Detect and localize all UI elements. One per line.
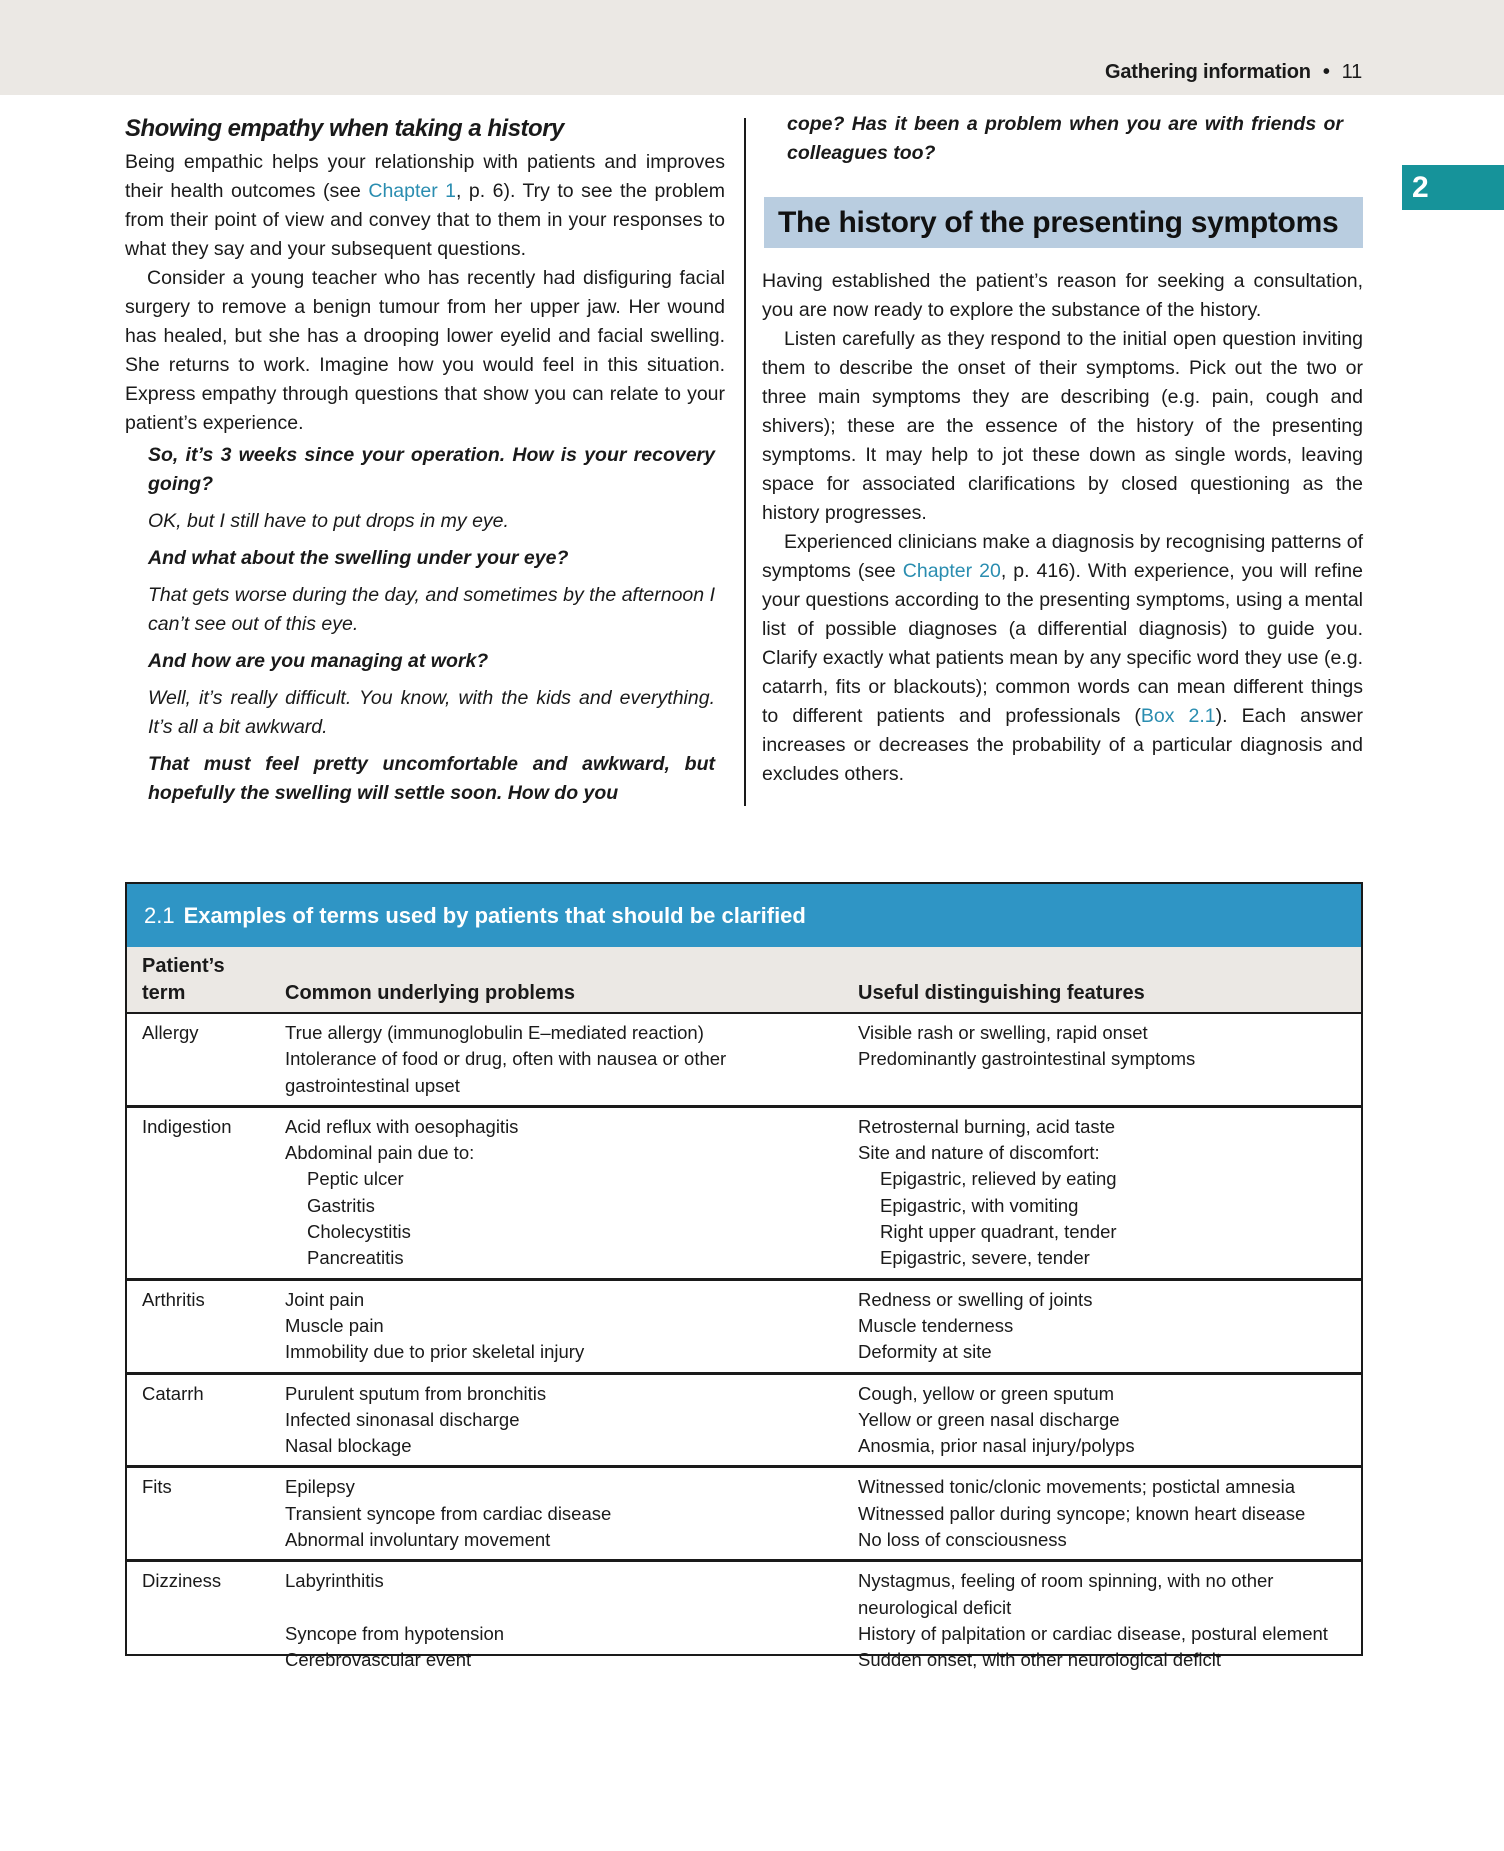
cell-distinguishing-feature: Sudden onset, with other neurological deficit (858, 1649, 1222, 1671)
cell-underlying-problem: Intolerance of food or drug, often with nausea or other gastrointestinal upset (285, 1048, 727, 1096)
table-row (127, 1562, 1361, 1679)
cell-underlying-problem: Acid reflux with oesophagitis (285, 1115, 519, 1137)
column-header-term (142, 953, 225, 1007)
row-line (285, 1166, 1361, 1192)
cell-underlying-problem: Abnormal involuntary movement (285, 1529, 551, 1551)
chapter-tab (1402, 165, 1504, 210)
running-header (1105, 61, 1362, 84)
row-line (285, 1474, 1361, 1500)
row-lines (127, 1287, 1361, 1366)
row-line (285, 1193, 1361, 1219)
column-header-problems: Common underlying problems (285, 982, 576, 1004)
text: Experienced clinicians make a diagnosis by recognising patterns of symptoms (see (762, 531, 1363, 582)
table-row (127, 1375, 1361, 1469)
dialogue-continued (762, 110, 1363, 168)
paragraph-experienced-clinicians (762, 528, 1363, 789)
cell-underlying-problem: Gastritis (307, 1194, 375, 1216)
cell-underlying-problem: Purulent sputum from bronchitis (285, 1382, 547, 1404)
link-box-2-1[interactable]: Box 2.1 (1140, 705, 1216, 727)
cell-distinguishing-feature: Epigastric, with vomiting (880, 1194, 1079, 1216)
cell-underlying-problem: Infected sinonasal discharge (285, 1408, 520, 1430)
box-2-1-table (125, 882, 1363, 1671)
dialogue-doctor-line: cope? Has it been a problem when you are with friends or colleagues too? (787, 113, 1343, 164)
cell-underlying-problem: Nasal blockage (285, 1435, 412, 1457)
text: Patient’s (142, 955, 225, 977)
paragraph-teacher-example: Consider a young teacher who has recently had disfiguring facial surgery to remove a benign tumour from her upper jaw. Her wound has healed, but she has a drooping lower eyelid and facial swelling. She returns to work. Imagine how you would feel in this situation. Express empathy through questions that show you can relate to your patient’s experience. (125, 267, 725, 434)
cell-patient-term: Indigestion (142, 1115, 232, 1137)
text: , p. 6). Try to see the problem from their point of view and convey that to them in your responses to what they say and your subsequent questions. (125, 180, 726, 260)
dialogue-patient-line: That gets worse during the day, and sometimes by the afternoon I can’t see out of this eye. (148, 584, 715, 635)
cell-patient-term: Catarrh (142, 1382, 204, 1404)
text: , p. 416). With experience, you will refine your questions according to the presenting symptoms, using a mental list of possible diagnoses (a differential diagnosis) to guide you. Clarify exactly what patients mean by any specific word they use (e.g. catarrh, fits or blackouts); common words can mean different things to different patients and professionals ( (762, 560, 1363, 727)
chapter-tab-label: 2 (1412, 171, 1429, 204)
cell-distinguishing-feature: Nystagmus, feeling of room spinning, with no other neurological deficit (858, 1570, 1274, 1618)
cell-distinguishing-feature: Muscle tenderness (858, 1314, 1014, 1336)
row-line (285, 1381, 1361, 1407)
dialogue-patient-line: Well, it’s really difficult. You know, with the kids and everything. It’s all a bit awkward. (148, 687, 715, 738)
cell-underlying-problem: True allergy (immunoglobulin E–mediated reaction) (285, 1022, 704, 1043)
table-body (127, 1014, 1361, 1680)
table-column-headers (127, 947, 1361, 1014)
text: ). Each answer increases or decreases the probability of a particular diagnosis and excludes others. (762, 705, 1363, 785)
cell-underlying-problem: Epilepsy (285, 1476, 355, 1498)
cell-underlying-problem: Peptic ulcer (307, 1168, 404, 1190)
table-row (127, 1108, 1361, 1281)
row-lines (127, 1474, 1361, 1553)
link-chapter-1[interactable]: Chapter 1 (368, 180, 457, 202)
running-header-bullet: • (1322, 61, 1330, 83)
dialogue-example (125, 441, 725, 808)
cell-patient-term: Allergy (142, 1022, 199, 1043)
running-header-section: Gathering information (1105, 61, 1311, 83)
row-line (285, 1114, 1361, 1140)
cell-distinguishing-feature: Epigastric, severe, tender (880, 1247, 1090, 1269)
cell-distinguishing-feature: Predominantly gastrointestinal symptoms (858, 1048, 1196, 1070)
row-line (285, 1046, 1361, 1099)
column-header-features: Useful distinguishing features (858, 982, 1145, 1004)
row-line (285, 1527, 1361, 1553)
subheading-empathy: Showing empathy when taking a history (125, 115, 564, 142)
row-line (285, 1501, 1361, 1527)
page-number: 11 (1341, 61, 1362, 83)
row-lines (127, 1568, 1361, 1673)
cell-underlying-problem: Muscle pain (285, 1314, 384, 1336)
cell-distinguishing-feature: Anosmia, prior nasal injury/polyps (858, 1435, 1135, 1457)
row-line (285, 1140, 1361, 1166)
text: Being empathic helps your relationship with patients and improves their health outcomes (see (125, 151, 725, 202)
cell-patient-term: Dizziness (142, 1570, 222, 1592)
dialogue-doctor-line: That must feel pretty uncomfortable and awkward, but hopefully the swelling will settle soon. How do you (148, 753, 715, 804)
cell-distinguishing-feature: Witnessed pallor during syncope; known heart disease (858, 1502, 1306, 1524)
column-divider (744, 118, 746, 806)
row-line (285, 1568, 1361, 1621)
table-row (127, 1468, 1361, 1562)
dialogue-doctor-line: And what about the swelling under your eye? (148, 547, 569, 569)
cell-distinguishing-feature: Right upper quadrant, tender (880, 1221, 1117, 1243)
table-row (127, 1014, 1361, 1108)
section-heading-presenting-symptoms: The history of the presenting symptoms (764, 197, 1363, 248)
row-line (285, 1219, 1361, 1245)
row-line (285, 1287, 1361, 1313)
cell-underlying-problem: Abdominal pain due to: (285, 1142, 475, 1164)
cell-distinguishing-feature: Deformity at site (858, 1341, 992, 1363)
cell-underlying-problem: Immobility due to prior skeletal injury (285, 1341, 585, 1363)
cell-patient-term: Fits (142, 1476, 172, 1498)
row-lines (127, 1381, 1361, 1460)
cell-distinguishing-feature: Site and nature of discomfort: (858, 1142, 1100, 1164)
cell-distinguishing-feature: Yellow or green nasal discharge (858, 1408, 1120, 1430)
row-line (285, 1621, 1361, 1647)
row-line (285, 1407, 1361, 1433)
row-line (285, 1647, 1361, 1673)
cell-distinguishing-feature: Visible rash or swelling, rapid onset (858, 1022, 1148, 1043)
row-line (285, 1339, 1361, 1365)
paragraph-established-reason: Having established the patient’s reason for seeking a consultation, you are now ready to explore the substance of the history. (762, 270, 1363, 321)
paragraph-listen-carefully: Listen carefully as they respond to the initial open question inviting them to describe the onset of their symptoms. Pick out the two or three main symptoms they are describing (e.g. pain, cough and shivers); these are the essence of the history of the presenting symptoms. It may help to jot these down as single words, leaving space for associated clarifications by closed questioning as the history progresses. (762, 328, 1363, 524)
cell-distinguishing-feature: Cough, yellow or green sputum (858, 1382, 1115, 1404)
cell-underlying-problem: Joint pain (285, 1288, 365, 1310)
cell-underlying-problem: Syncope from hypotension (285, 1622, 505, 1644)
dialogue-doctor-line: And how are you managing at work? (148, 650, 489, 672)
cell-distinguishing-feature: Epigastric, relieved by eating (880, 1168, 1117, 1190)
cell-underlying-problem: Labyrinthitis (285, 1570, 384, 1592)
dialogue-doctor-line: So, it’s 3 weeks since your operation. How is your recovery going? (148, 444, 715, 495)
cell-distinguishing-feature: Redness or swelling of joints (858, 1288, 1093, 1310)
table-row (127, 1281, 1361, 1375)
cell-underlying-problem: Transient syncope from cardiac disease (285, 1502, 612, 1524)
box-number: 2.1 (144, 903, 175, 928)
box-title: Examples of terms used by patients that should be clarified (183, 903, 806, 928)
left-column (125, 112, 725, 808)
box-header (127, 884, 1361, 947)
cell-distinguishing-feature: No loss of consciousness (858, 1529, 1067, 1551)
row-lines (127, 1114, 1361, 1272)
cell-distinguishing-feature: History of palpitation or cardiac disease, postural element (858, 1622, 1328, 1644)
row-line (285, 1433, 1361, 1459)
cell-distinguishing-feature: Retrosternal burning, acid taste (858, 1115, 1116, 1137)
link-chapter-20[interactable]: Chapter 20 (902, 560, 1001, 582)
row-line (285, 1313, 1361, 1339)
row-lines (127, 1020, 1361, 1099)
cell-underlying-problem: Pancreatitis (307, 1247, 404, 1269)
cell-distinguishing-feature: Witnessed tonic/clonic movements; postictal amnesia (858, 1476, 1295, 1498)
paragraph-empathy-intro (125, 148, 725, 264)
cell-patient-term: Arthritis (142, 1288, 205, 1310)
cell-underlying-problem: Cholecystitis (307, 1221, 411, 1243)
dialogue-patient-line: OK, but I still have to put drops in my eye. (148, 510, 509, 532)
row-line (285, 1245, 1361, 1271)
row-line (285, 1020, 1361, 1046)
text: term (142, 982, 186, 1004)
right-column (762, 110, 1363, 789)
cell-underlying-problem: Cerebrovascular event (285, 1649, 472, 1671)
